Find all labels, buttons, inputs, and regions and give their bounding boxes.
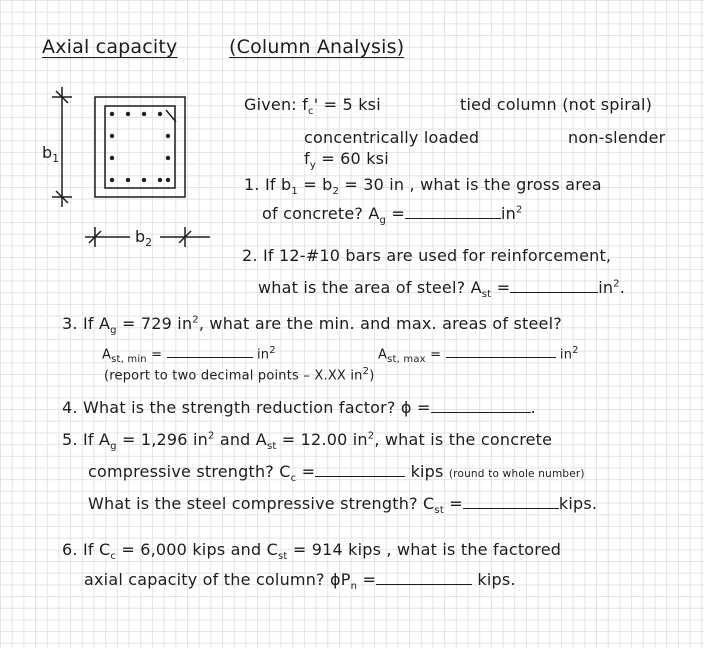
dimension-label-b2: $b_2$ [135, 227, 153, 247]
answer-blank-min-steel[interactable] [167, 346, 253, 358]
question-3-max-steel: $A_{st, max} = in^2$ [378, 345, 579, 365]
question-6-line-2: axial capacity of the column? $\phi P_n$ = kips. [84, 570, 516, 593]
tie-outline [105, 106, 175, 188]
given-fc: Given: $f_c' = 5$ ksi [244, 95, 381, 118]
question-5-line-1: 5. If $A_g = 1,296$ $in^2$ and $A_{st} = 12.00$ $in^2$, what is the concrete [62, 430, 553, 453]
question-3-min-steel: $A_{st, min} = in^2$ [102, 345, 276, 365]
answer-blank-concrete-strength[interactable] [315, 462, 405, 477]
column-outline [95, 97, 185, 197]
answer-blank-steel-strength[interactable] [463, 494, 559, 509]
question-5-line-2: compressive strength? $C_c$ = kips (round to whole number) [88, 462, 585, 485]
question-6-line-1: 6. If $C_c = 6,000$ kips and $C_{st} = 914$ kips , what is the factored [62, 540, 562, 563]
question-5-line-3: What is the steel compressive strength? $C_{st}$ = kips. [88, 494, 598, 517]
question-3-note: (report to two decimal points – X.XX $in^2$) [104, 366, 375, 384]
answer-blank-phi[interactable] [431, 398, 531, 413]
given-slenderness: non-slender [568, 128, 666, 147]
page-subtitle: (Column Analysis) [229, 36, 405, 58]
question-2-line-2: what is the area of steel? $A_{st} = in^2$. [258, 278, 626, 301]
answer-blank-gross-area[interactable] [405, 204, 501, 219]
answer-blank-factored-capacity[interactable] [376, 570, 472, 585]
answer-blank-steel-area[interactable] [510, 278, 598, 293]
answer-blank-max-steel[interactable] [446, 346, 556, 358]
question-3-line-1: 3. If $A_g = 729$ $in^2$, what are the min. and max. areas of steel? [62, 314, 562, 337]
column-cross-section-figure [40, 82, 230, 247]
question-2-line-1: 2. If 12-#10 bars are used for reinforcement, [242, 246, 612, 265]
page-title: Axial capacity [42, 36, 178, 58]
question-1-line-1: 1. If $b_1 = b_2 = 30$ in , what is the gross area [244, 175, 602, 198]
given-column-type: tied column (not spiral) [460, 95, 653, 114]
given-loading: concentrically loaded [304, 128, 480, 147]
question-4: 4. What is the strength reduction factor? ϕ = . [62, 398, 536, 417]
dimension-label-b1: $b_1$ [42, 143, 60, 165]
given-fy: $f_y = 60$ ksi [304, 149, 389, 172]
rebar-dots [110, 112, 170, 182]
question-1-line-2: of concrete? $A_g = in^2$ [262, 204, 523, 227]
